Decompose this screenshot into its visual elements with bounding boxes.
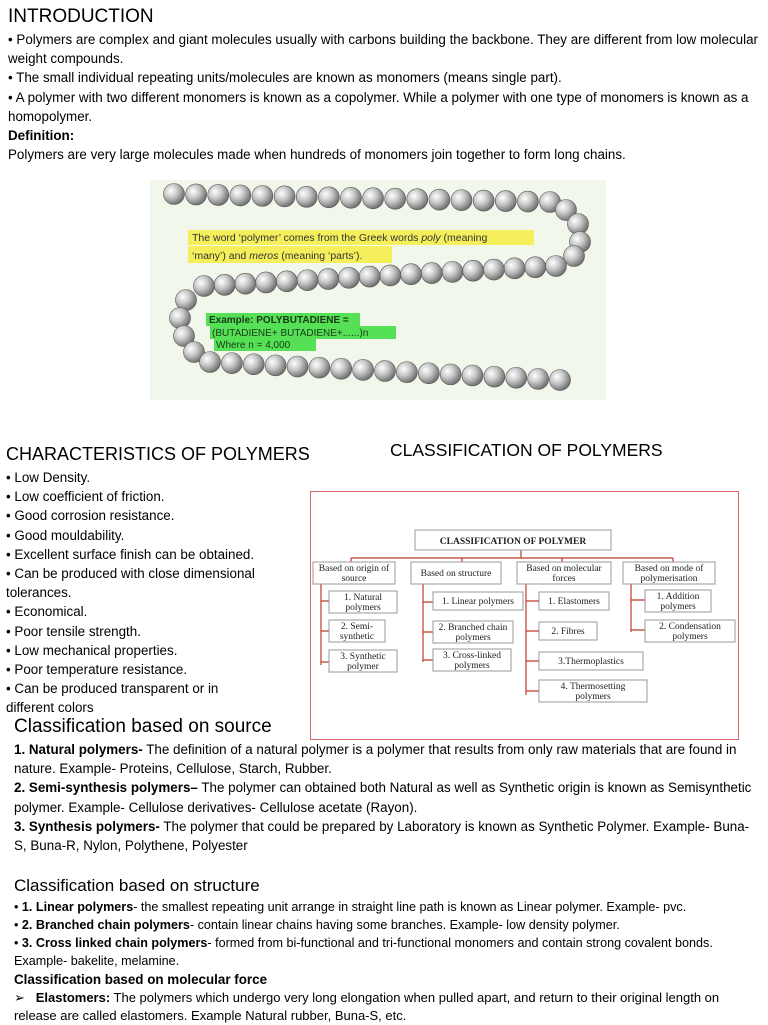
- chain-bead: [483, 259, 504, 280]
- chain-bead: [296, 186, 317, 207]
- intro-bullet: • The small individual repeating units/molecules are known as monomers (means single part).: [8, 70, 562, 86]
- chain-bead: [463, 260, 484, 281]
- chain-bead: [421, 263, 442, 284]
- greek-text-line2: ‘many’) and meros (meaning ‘parts’).: [192, 250, 363, 262]
- force-title: Classification based on molecular force: [14, 972, 268, 987]
- item-text: - the smallest repeating unit arrange in straight line path is known as Linear polymer. Example- pvc.: [133, 900, 687, 914]
- intro-bullet: • Polymers are complex and giant molecules usually with carbons building the backbone. They are different from low molecular weight compounds.: [8, 32, 758, 67]
- list-item: • Low mechanical properties.: [6, 642, 178, 658]
- chain-bead: [318, 268, 339, 289]
- definition-text: Polymers are very large molecules made when hundreds of monomers join together to form long chains.: [8, 147, 626, 163]
- chain-bead: [385, 188, 406, 209]
- example-line1: Example: POLYBUTADIENE =: [209, 315, 349, 326]
- greek-text-line1: The word ‘polymer’ comes from the Greek words poly (meaning: [192, 232, 488, 244]
- item-label: 2. Semi-synthesis polymers–: [14, 780, 198, 796]
- characteristics-title: CHARACTERISTICS OF POLYMERS: [6, 444, 310, 464]
- chain-bead: [442, 261, 463, 282]
- bullet: •: [14, 918, 22, 932]
- chain-bead: [528, 368, 549, 389]
- classification-title: CLASSIFICATION OF POLYMERS: [390, 440, 663, 460]
- chain-bead: [221, 353, 242, 374]
- arrow-icon: ➢: [14, 990, 25, 1005]
- list-item: • Good mouldability.: [6, 527, 125, 543]
- chain-bead: [340, 187, 361, 208]
- item-label: 1. Linear polymers: [21, 900, 134, 914]
- node-label: synthetic: [339, 632, 375, 642]
- chain-bead: [407, 189, 428, 210]
- item-text: - formed from bi-functional and tri-functional monomers and contain strong covalent bonds. Example- bakelite, melamine.: [14, 936, 713, 968]
- classification-diagram: [310, 491, 739, 740]
- chain-bead: [484, 366, 505, 387]
- chain-bead: [401, 264, 422, 285]
- chain-bead: [194, 276, 215, 297]
- chain-bead: [359, 266, 380, 287]
- list-item: • Low Density.: [6, 470, 91, 485]
- item-text: The polymers which undergo very long elongation when pulled apart, and return to their original length on release are called elastomers. Example Natural rubber, Buna-S, etc.: [14, 990, 720, 1023]
- chain-bead: [318, 187, 339, 208]
- characteristics-list: [6, 468, 306, 718]
- list-item: • Economical.: [6, 604, 88, 620]
- chain-bead: [230, 185, 251, 206]
- chain-bead: [546, 256, 567, 277]
- chain-bead: [297, 270, 318, 291]
- list-item: • Can be produced with close dimensional tolerances.: [6, 566, 255, 601]
- node-label: 3.Thermoplastics: [558, 657, 624, 667]
- category-source-label: source: [341, 574, 367, 584]
- node-label: polymers: [575, 692, 611, 702]
- list-item: [14, 740, 759, 778]
- chain-bead: [396, 362, 417, 383]
- chain-bead: [504, 258, 525, 279]
- list-item: [14, 817, 759, 855]
- chain-bead: [164, 184, 185, 205]
- node-label: polymers: [454, 661, 490, 671]
- list-item: [14, 934, 759, 970]
- chain-bead: [235, 273, 256, 294]
- classification-tree: [311, 492, 738, 739]
- list-item: • Low coefficient of friction.: [6, 489, 165, 505]
- node-label: 2. Branched chain: [438, 623, 508, 633]
- chain-bead: [287, 356, 308, 377]
- node-label: 1. Natural: [344, 593, 382, 603]
- item-text: The polymer can obtained both Natural as well as Synthetic origin is known as Semisynthetic polymer. Example- Cellulose derivatives- Cellulose acetate (Rayon).: [14, 780, 752, 815]
- node-label: 3. Cross-linked: [442, 651, 502, 661]
- category-polymerisation-label: polymerisation: [640, 574, 698, 584]
- structure-title: Classification based on structure: [14, 876, 260, 895]
- node-label: polymers: [455, 633, 491, 643]
- chain-bead: [451, 190, 472, 211]
- chain-bead: [473, 190, 494, 211]
- list-item: [14, 916, 759, 934]
- chain-bead: [276, 271, 297, 292]
- item-label: 2. Branched chain polymers: [21, 918, 190, 932]
- chain-bead: [462, 365, 483, 386]
- source-title: Classification based on source: [14, 716, 272, 737]
- chain-bead: [170, 308, 191, 329]
- list-item: [14, 898, 759, 916]
- item-label: Elastomers:: [35, 990, 111, 1005]
- chain-bead: [375, 361, 396, 382]
- item-text: - contain linear chains having some branches. Example- low density polymer.: [189, 918, 620, 932]
- chain-bead: [506, 367, 527, 388]
- node-label: polymer: [347, 662, 379, 672]
- item-text: The definition of a natural polymer is a polymer that results from only raw materials that are found in nature. Example- Proteins, Cellulose, Starch, Rubber.: [14, 742, 737, 777]
- chain-bead: [495, 191, 516, 212]
- chain-bead: [265, 355, 286, 376]
- node-label: 2. Semi-: [340, 622, 374, 632]
- chain-bead: [256, 272, 277, 293]
- chain-bead: [550, 370, 571, 391]
- chain-bead: [440, 364, 461, 385]
- node-label: 1. Elastomers: [548, 597, 600, 607]
- node-label: polymers: [672, 632, 708, 642]
- list-item: [14, 778, 759, 816]
- example-line2: (BUTADIENE+ BUTADIENE+......)n: [212, 328, 369, 339]
- category-structure-label: Based on structure: [420, 569, 492, 579]
- category-source-label: Based on origin of: [318, 564, 390, 574]
- chain-bead: [200, 352, 221, 373]
- node-label: 1. Linear polymers: [441, 597, 515, 607]
- chain-bead: [331, 358, 352, 379]
- intro-title: INTRODUCTION: [8, 6, 154, 27]
- node-label: 2. Condensation: [659, 622, 721, 632]
- bullet: •: [14, 900, 22, 914]
- polymer-chain-figure: [150, 180, 606, 400]
- list-item: • Can be produced transparent or in different colors: [6, 681, 219, 716]
- chain-bead: [525, 257, 546, 278]
- item-label: 3. Synthesis polymers-: [14, 818, 160, 834]
- chain-bead: [274, 186, 295, 207]
- chain-bead: [517, 191, 538, 212]
- definition-label: Definition:: [8, 128, 75, 144]
- chain-bead: [243, 354, 264, 375]
- bullet: •: [14, 936, 22, 950]
- chain-bead: [353, 359, 374, 380]
- source-body: [14, 740, 759, 855]
- category-forces-label: Based on molecular: [526, 564, 602, 574]
- chain-bead: [568, 214, 589, 235]
- category-forces-label: forces: [552, 574, 576, 584]
- list-item: [14, 989, 759, 1025]
- chain-bead: [564, 246, 585, 267]
- category-polymerisation-label: Based on mode of: [634, 564, 704, 574]
- chain-bead: [214, 274, 235, 295]
- node-label: 2. Fibres: [551, 627, 585, 637]
- chain-bead: [338, 267, 359, 288]
- item-text: The polymer that could be prepared by Laboratory is known as Synthetic Polymer. Example- Buna-S, Buna-R, Nylon, Polythene, Polyester: [14, 818, 750, 854]
- node-label: 3. Synthetic: [340, 652, 386, 662]
- list-item: • Poor temperature resistance.: [6, 662, 188, 678]
- chain-bead: [309, 357, 330, 378]
- chain-bead: [418, 363, 439, 384]
- node-label: 4. Thermosetting: [560, 682, 626, 692]
- chain-bead: [252, 185, 273, 206]
- chain-bead: [429, 189, 450, 210]
- list-item: • Poor tensile strength.: [6, 623, 141, 639]
- list-item: • Good corrosion resistance.: [6, 508, 175, 524]
- list-item: • Excellent surface finish can be obtained.: [6, 546, 255, 562]
- item-label: 3. Cross linked chain polymers: [21, 936, 208, 950]
- chain-bead: [208, 184, 229, 205]
- example-line3: Where n = 4,000: [216, 340, 291, 351]
- node-label: polymers: [345, 603, 381, 613]
- node-label: 1. Addition: [656, 592, 700, 602]
- diagram-root-label: CLASSIFICATION OF POLYMER: [439, 537, 587, 547]
- chain-bead: [363, 188, 384, 209]
- node-label: polymers: [660, 602, 696, 612]
- item-label: 1. Natural polymers-: [14, 742, 143, 757]
- chain-bead: [186, 184, 207, 205]
- intro-bullet: • A polymer with two different monomers is known as a copolymer. While a polymer with one type of monomers is known as a homopolymer.: [8, 89, 749, 124]
- chain-bead: [380, 265, 401, 286]
- intro-body: [8, 30, 763, 164]
- structure-body: [14, 898, 759, 1025]
